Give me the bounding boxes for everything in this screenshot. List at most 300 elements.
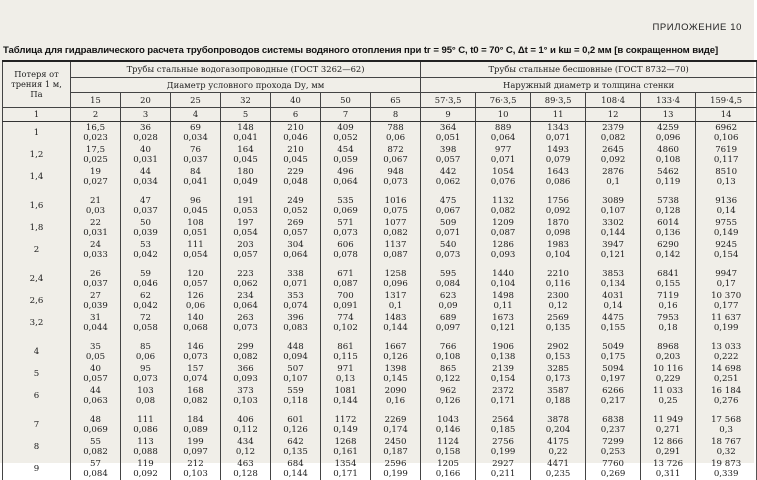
velocity-value: 0,25 [658,395,678,406]
velocity-value: 0,075 [383,205,408,216]
flow-value: 7619 [715,144,738,155]
flow-value: 507 [287,363,304,374]
velocity-value: 0,153 [545,351,571,362]
velocity-value: 0,048 [283,176,308,187]
flow-value: 26 [90,268,101,279]
table-cell [586,217,641,239]
table-cell [421,334,476,363]
velocity-value: 0,073 [133,373,158,384]
flow-value: 16,5 [85,122,106,133]
velocity-value: 0,096 [655,132,681,143]
table-cell [696,261,757,290]
table-cell [531,121,586,144]
table-row [3,363,757,385]
flow-value: 2902 [547,341,570,352]
velocity-value: 0,146 [435,424,461,435]
table-cell [531,144,586,166]
size-header: 25 [171,92,221,107]
velocity-value: 0,057 [435,154,461,165]
table-cell [71,144,121,166]
flow-value: 4471 [547,458,570,469]
velocity-value: 0,084 [83,468,108,479]
table-cell [271,312,321,334]
table-cell [641,436,696,458]
velocity-value: 0,067 [435,205,461,216]
table-cell [371,312,421,334]
table-cell [71,407,121,436]
velocity-value: 0,211 [490,468,516,479]
column-number: 3 [121,107,171,121]
velocity-value: 0,3 [719,424,733,435]
velocity-value: 0,171 [333,468,358,479]
velocity-value: 0,034 [133,176,158,187]
flow-value: 40 [90,363,101,374]
table-cell [531,290,586,312]
friction-loss-value: 2 [3,239,71,261]
flow-value: 9245 [715,239,738,250]
velocity-value: 0,069 [83,424,108,435]
flow-value: 6014 [657,217,680,228]
velocity-value: 0,08 [135,395,156,406]
flow-value: 180 [237,166,254,177]
velocity-value: 0,154 [713,249,739,260]
flow-value: 9755 [715,217,738,228]
pipe-sizes-row [3,92,757,107]
flow-value: 197 [237,217,254,228]
table-cell [696,436,757,458]
velocity-value: 0,064 [333,176,358,187]
velocity-value: 0,073 [435,249,461,260]
velocity-value: 0,062 [435,176,461,187]
flow-value: 4175 [547,436,570,447]
flow-value: 6290 [657,239,680,250]
table-cell [171,385,221,407]
velocity-value: 0,089 [183,424,208,435]
table-cell [271,290,321,312]
velocity-value: 0,107 [283,373,308,384]
flow-value: 962 [439,385,457,396]
size-header: 50 [321,92,371,107]
table-cell [696,363,757,385]
flow-value: 948 [387,166,404,177]
table-cell [71,290,121,312]
flow-value: 35 [90,341,101,352]
size-header: 20 [121,92,171,107]
flow-value: 977 [494,144,512,155]
velocity-value: 0,06 [185,300,206,311]
flow-value: 496 [337,166,354,177]
flow-value: 2139 [492,363,515,374]
flow-value: 398 [439,144,457,155]
velocity-value: 0,235 [545,468,571,479]
velocity-value: 0,108 [655,154,681,165]
table-cell [641,144,696,166]
flow-value: 788 [387,122,404,133]
flow-value: 6962 [715,122,738,133]
table-cell [586,363,641,385]
velocity-value: 0,097 [435,322,461,333]
velocity-value: 0,05 [85,351,106,362]
velocity-value: 0,144 [283,468,308,479]
table-cell [121,166,171,188]
flow-value: 69 [190,122,201,133]
table-cell [371,239,421,261]
flow-value: 1268 [334,436,357,447]
friction-loss-value: 2,6 [3,290,71,312]
velocity-value: 0,188 [545,395,571,406]
flow-value: 684 [287,458,304,469]
velocity-value: 0,104 [545,249,571,260]
flow-value: 17 568 [711,414,742,425]
table-cell [121,121,171,144]
velocity-value: 0,097 [183,446,208,457]
table-cell [71,334,121,363]
table-cell [171,312,221,334]
table-cell [371,261,421,290]
velocity-value: 0,054 [233,227,258,238]
flow-value: 7760 [602,458,625,469]
flow-value: 540 [439,239,457,250]
table-cell [321,312,371,334]
velocity-value: 0,177 [713,300,739,311]
table-cell [586,239,641,261]
table-row [3,385,757,407]
friction-loss-value: 1,8 [3,217,71,239]
size-header: 89·3,5 [531,92,586,107]
table-cell [71,385,121,407]
flow-value: 889 [494,122,512,133]
table-cell [696,290,757,312]
flow-value: 559 [287,385,304,396]
velocity-value: 0,311 [655,468,681,479]
flow-value: 3089 [602,195,625,206]
table-body [3,121,757,480]
velocity-value: 0,073 [383,176,408,187]
velocity-value: 0,082 [233,351,258,362]
table-row [3,312,757,334]
table-cell [371,121,421,144]
flow-value: 16 184 [711,385,742,396]
table-cell [371,144,421,166]
table-cell [476,312,531,334]
table-cell [476,436,531,458]
flow-value: 2300 [547,290,570,301]
table-cell [586,334,641,363]
table-row [3,458,757,480]
table-cell [371,436,421,458]
flow-value: 76 [190,144,201,155]
velocity-value: 0,135 [545,322,571,333]
table-cell [371,363,421,385]
flow-value: 24 [90,239,101,250]
table-cell [121,261,171,290]
velocity-value: 0,175 [600,351,626,362]
table-cell [321,188,371,217]
table-cell [586,188,641,217]
flow-value: 865 [439,363,457,374]
flow-value: 454 [337,144,354,155]
table-row [3,436,757,458]
flow-value: 119 [137,458,154,469]
table-cell [696,144,757,166]
left-group-header: Трубы стальные водогазопроводные (ГОСТ 3262—62) [71,61,421,77]
table-cell [121,188,171,217]
velocity-value: 0,271 [655,424,681,435]
table-cell [221,312,271,334]
flow-value: 1643 [547,166,570,177]
table-cell [221,261,271,290]
velocity-value: 0,045 [283,154,308,165]
flow-value: 57 [90,458,101,469]
flow-value: 774 [337,312,354,323]
flow-value: 3587 [547,385,570,396]
flow-value: 6266 [602,385,625,396]
velocity-value: 0,052 [333,132,358,143]
flow-value: 13 726 [653,458,684,469]
flow-value: 299 [237,341,254,352]
flow-value: 2756 [492,436,515,447]
table-row [3,166,757,188]
table-cell [121,407,171,436]
velocity-value: 0,074 [183,373,208,384]
velocity-value: 0,041 [233,132,258,143]
table-cell [476,166,531,188]
table-cell [586,407,641,436]
velocity-value: 0,045 [183,205,208,216]
flow-value: 2372 [492,385,515,396]
table-row [3,290,757,312]
flow-value: 406 [237,414,254,425]
friction-loss-value: 1,2 [3,144,71,166]
velocity-value: 0,1 [388,300,403,311]
velocity-value: 0,051 [435,132,461,143]
flow-value: 2090 [384,385,407,396]
table-cell [696,188,757,217]
table-cell [476,363,531,385]
flow-value: 1398 [384,363,407,374]
table-cell [321,290,371,312]
flow-value: 3285 [547,363,570,374]
flow-value: 1286 [492,239,515,250]
table-cell [321,436,371,458]
table-cell [531,166,586,188]
flow-value: 19 873 [711,458,742,469]
table-cell [531,407,586,436]
flow-value: 1440 [492,268,515,279]
column-number: 8 [371,107,421,121]
table-cell [321,385,371,407]
velocity-value: 0,1 [606,176,620,187]
flow-value: 642 [287,436,304,447]
velocity-value: 0,064 [490,132,516,143]
flow-value: 971 [337,363,354,374]
velocity-value: 0,16 [385,395,406,406]
velocity-value: 0,142 [655,249,681,260]
velocity-value: 0,079 [545,154,571,165]
velocity-value: 0,185 [490,424,516,435]
friction-loss-value: 2,4 [3,261,71,290]
flow-value: 11 949 [653,414,684,425]
flow-value: 59 [140,268,151,279]
table-cell [531,188,586,217]
velocity-value: 0,122 [435,373,461,384]
table-cell [476,334,531,363]
table-cell [421,239,476,261]
table-cell [696,239,757,261]
flow-value: 22 [90,217,101,228]
flow-value: 263 [237,312,254,323]
velocity-value: 0,037 [83,278,108,289]
flow-value: 44 [90,385,101,396]
velocity-value: 0,044 [83,322,108,333]
table-cell [171,261,221,290]
flow-value: 11 637 [711,312,742,323]
velocity-value: 0,104 [490,278,516,289]
table-cell [121,312,171,334]
velocity-value: 0,093 [490,249,516,260]
table-cell [641,290,696,312]
table-cell [271,121,321,144]
table-row [3,188,757,217]
friction-loss-value: 9 [3,458,71,480]
table-cell [531,385,586,407]
table-cell [421,407,476,436]
table-cell [696,217,757,239]
velocity-value: 0,062 [233,278,258,289]
velocity-value: 0,059 [333,154,358,165]
velocity-value: 0,166 [435,468,461,479]
flow-value: 1209 [492,217,515,228]
table-cell [271,436,321,458]
velocity-value: 0,052 [283,205,308,216]
flow-value: 2269 [384,414,407,425]
table-cell [421,312,476,334]
flow-value: 1258 [384,268,407,279]
velocity-value: 0,229 [655,373,681,384]
size-header: 159·4,5 [696,92,757,107]
velocity-value: 0,068 [183,322,208,333]
flow-value: 338 [287,268,304,279]
flow-value: 1673 [492,312,515,323]
flow-value: 4475 [602,312,625,323]
velocity-value: 0,253 [600,446,626,457]
flow-value: 269 [287,217,304,228]
velocity-value: 0,102 [333,322,358,333]
table-cell [371,188,421,217]
table-cell [321,458,371,480]
table-cell [171,334,221,363]
flow-value: 148 [237,122,254,133]
velocity-value: 0,03 [85,205,106,216]
flow-value: 5094 [602,363,625,374]
flow-value: 3853 [602,268,625,279]
velocity-value: 0,149 [713,227,739,238]
flow-value: 48 [90,414,101,425]
velocity-value: 0,082 [183,395,208,406]
flow-value: 18 767 [711,436,742,447]
flow-value: 249 [287,195,304,206]
table-cell [171,407,221,436]
table-cell [696,166,757,188]
flow-value: 1016 [384,195,407,206]
friction-loss-value: 5 [3,363,71,385]
velocity-value: 0,087 [383,249,408,260]
flow-value: 62 [140,290,151,301]
table-cell [421,144,476,166]
flow-value: 396 [287,312,304,323]
flow-value: 601 [287,414,304,425]
velocity-value: 0,06 [135,351,156,362]
flow-value: 17,5 [85,144,106,155]
table-cell [121,144,171,166]
table-cell [171,188,221,217]
table-cell [586,458,641,480]
flow-value: 571 [337,217,354,228]
velocity-value: 0,222 [713,351,739,362]
flow-value: 700 [337,290,354,301]
column-number: 1 [3,107,71,121]
friction-loss-value: 1,6 [3,188,71,217]
table-cell [421,458,476,480]
table-cell [71,188,121,217]
velocity-value: 0,054 [183,249,208,260]
flow-value: 2927 [492,458,515,469]
table-cell [121,363,171,385]
flow-value: 210 [287,122,304,133]
friction-loss-value: 8 [3,436,71,458]
flow-value: 366 [237,363,254,374]
velocity-value: 0,16 [658,300,678,311]
velocity-value: 0,058 [133,322,158,333]
table-cell [271,261,321,290]
velocity-value: 0,154 [490,373,516,384]
friction-loss-header: Потеря от трения 1 м, Па [3,61,71,107]
table-cell [641,239,696,261]
flow-value: 53 [140,239,151,250]
flow-value: 157 [187,363,204,374]
flow-value: 72 [140,312,151,323]
flow-value: 2645 [602,144,625,155]
flow-value: 689 [439,312,457,323]
table-cell [586,166,641,188]
velocity-value: 0,031 [133,154,158,165]
velocity-value: 0,073 [333,227,358,238]
table-cell [531,217,586,239]
flow-value: 111 [137,414,154,425]
velocity-value: 0,251 [713,373,739,384]
table-cell [321,144,371,166]
velocity-value: 0,187 [383,446,408,457]
table-cell [371,458,421,480]
table-cell [221,363,271,385]
table-cell [221,407,271,436]
table-cell [271,334,321,363]
table-cell [71,239,121,261]
flow-value: 31 [90,312,101,323]
size-header: 40 [271,92,321,107]
velocity-value: 0,158 [435,446,461,457]
velocity-value: 0,126 [383,351,408,362]
flow-value: 108 [187,217,204,228]
velocity-value: 0,091 [333,300,358,311]
table-cell [121,436,171,458]
flow-value: 103 [137,385,154,396]
table-cell [371,385,421,407]
flow-value: 140 [187,312,204,323]
velocity-value: 0,083 [283,322,308,333]
flow-value: 168 [187,385,204,396]
table-cell [696,312,757,334]
